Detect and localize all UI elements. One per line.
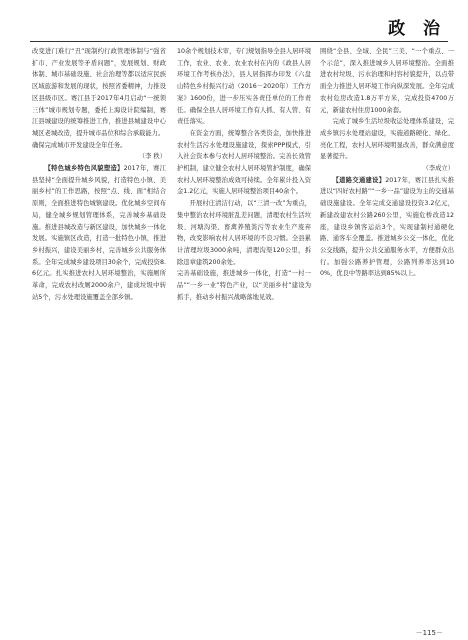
subheading: 【特色城乡特色风貌塑造】 xyxy=(44,165,124,173)
text-column-2 xyxy=(177,46,311,303)
paragraph-text: 完成了城乡生活垃圾收运处理体系建设，完成乡镇污水处理站建设，实施道路硬化、绿化、亮化工程，农村人居环境明显改善，群众满意度显著提升。 xyxy=(320,118,454,161)
paragraph xyxy=(32,140,166,152)
paragraph-text: 开展村庄清洁行动，以“三清一改”为重点，集中整治农村环境脏乱差问题，清理农村生活垃圾、河塘沟渠、畜禽养殖粪污等农业生产废弃物，改变影响农村人居环境的不良习惯。全县累计清理垃圾3000余吨，清理沟渠120公里，拆除违章建筑200余处。 xyxy=(177,200,311,266)
paragraph-text: 围绕“全县、全域、全民”三美、“一个重点、一个示范”，深入推进城乡人居环境整治。全面推进农村垃圾、污水治理和村容村貌提升，以点带面全力推进人居环境工作向纵深发展。全年完成农村危房改造1.8万平方米，完成投资4700万元，新建农村住房1000余套。 xyxy=(320,48,454,114)
paragraph xyxy=(177,128,311,198)
paragraph xyxy=(177,46,311,128)
paragraph xyxy=(320,46,454,116)
paragraph xyxy=(320,175,454,280)
paragraph xyxy=(320,116,454,163)
paragraph-text: 在资金方面，统筹整合各类资金，加快推进农村生活污水处理设施建设，探索PPP模式，引入社会资本参与农村人居环境整治。完善长效管护机制，建立健全农村人居环境管护制度，确保农村人居环境整治成效可持续。全年累计投入资金1.2亿元，实施人居环境整治项目40余个。 xyxy=(177,129,311,196)
paragraph-text: 改变进门难行“丑”现制约行政管理体制与“强省扩市、产业发展等矛盾问题”，发展规划、财政体制、城市基础设施、社会治理等都以适应民族区域旅游和发展的现状，按照省委精神，力推设区县级市区。赛江县于2017年4月启动“一统领三体”城市规划专题，委托上海设计院编制，赛江县城建设的统筹推进工作，推进县城建设中心城区老城改造，提升城市品位和综合承载能力。 xyxy=(32,48,166,137)
page-number: －115－ xyxy=(415,629,443,637)
paragraph-text: （李成立） xyxy=(422,165,454,173)
paragraph-text: 10余个规划技术审，专门规划指导全县人居环境工作，农业、农业、农业农村在内的《政县人居环境工作考核办法》，县人居指挥办印发《六盘山特色乡村振兴行动（2016－2020年）工作方案》1600份，进一步压实各责任单位的工作责任。确保全县人居环境工作有人抓、有人管、有责任落实。 xyxy=(177,48,311,126)
paragraph xyxy=(177,268,311,303)
paragraph xyxy=(320,163,454,175)
paragraph-text: （李 秩） xyxy=(138,153,166,161)
text-column-3 xyxy=(320,46,454,280)
text-column-1 xyxy=(32,46,166,303)
paragraph xyxy=(32,151,166,163)
paragraph xyxy=(32,163,166,303)
paragraph-text: 完善基础设施，推进城乡一体化，打造“一村一品”“一乡一业”特色产业，以“美丽乡村”建设为抓手，推动乡村振兴战略落地见效。 xyxy=(177,270,311,301)
paragraph-text: 确保完成城市开发建设全年任务。 xyxy=(32,141,127,149)
paragraph-text: 2017年，赛江县坚持“全面提升城乡风貌，打造特色小镇、美丽乡村”的工作思路，按照“点、线、面”相结合原则，全面推进特色城镇建设。优化城乡空间布局，健全城乡规划管理体系，完善城乡基础设施。推进县城改造与新区建设，加快城乡一体化发展。实施镇区改造，打造一批特色小镇，推进乡村振兴，建设美丽乡村，完善城乡公共服务体系。全年完成城乡建设项目30余个，完成投资8.6亿元。扎实推进农村人居环境整治，实施厕所革命，完成农村改厕2000余户，建成垃圾中转站5个，污水处理设施覆盖全部乡镇。 xyxy=(32,165,166,301)
paragraph xyxy=(32,46,166,140)
paragraph xyxy=(177,198,311,268)
subheading: 【道路交通建设】 xyxy=(332,176,386,184)
paragraph-text: 2017年，赛江县扎实推进以“四好农村路”“一乡一品”建设为主的交通基础设施建设。全年完成交通建设投资3.2亿元，新建改建农村公路260公里，实施危桥改造12座，建设乡镇客运站3个，实现建制村通硬化路、通客车全覆盖。推进城乡公交一体化，优化公交线路，提升公共交通服务水平，方便群众出行。加强公路养护管理，公路列养率达到100%，优良中等路率达到85%以上。 xyxy=(320,176,454,278)
header-divider xyxy=(30,41,448,42)
section-title: 政 治 xyxy=(388,19,446,39)
